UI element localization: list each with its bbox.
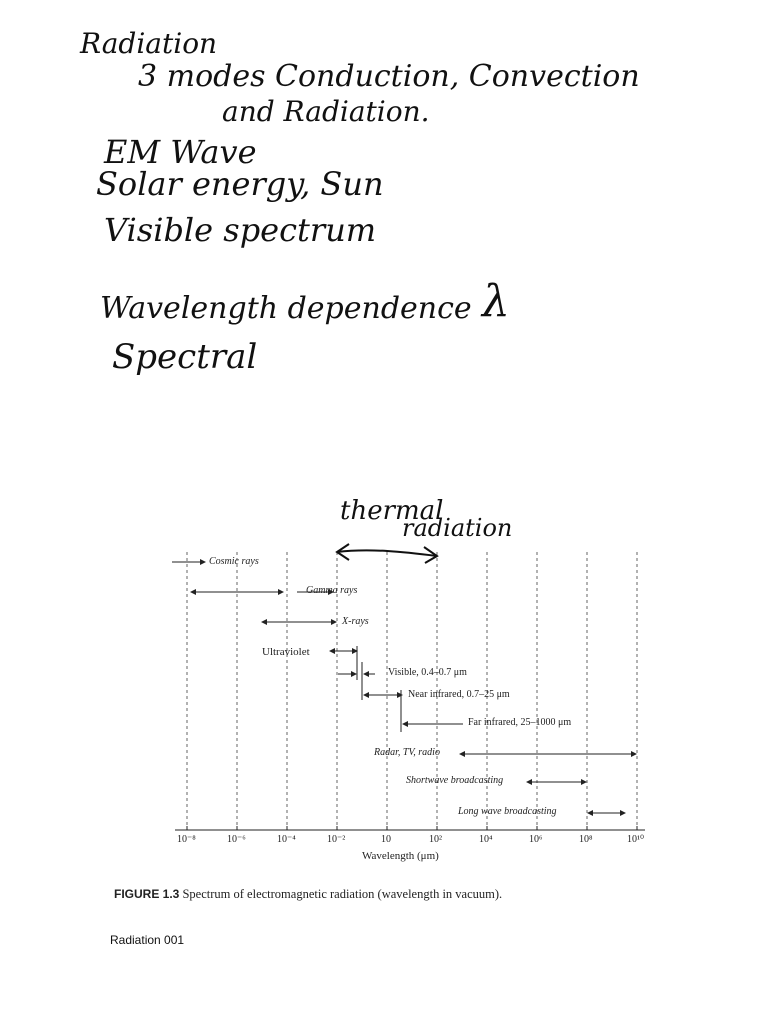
note-solar-energy: Solar energy, Sun: [96, 165, 384, 203]
label-shortwave: Shortwave broadcasting: [406, 775, 504, 786]
lambda-symbol: λ: [482, 276, 510, 327]
tick-label: 10²: [429, 834, 442, 845]
note-radiation-2: radiation: [402, 514, 513, 542]
label-ultraviolet: Ultraviolet: [262, 646, 310, 658]
page-footer: Radiation 001: [110, 933, 185, 947]
tick-label: 10⁻⁸: [177, 834, 196, 845]
tick-label: 10⁸: [579, 834, 593, 845]
tick-label: 10⁴: [479, 834, 493, 845]
label-longwave: Long wave broadcasting: [458, 806, 557, 817]
note-em-wave: EM Wave: [104, 133, 257, 171]
label-x-rays: X-rays: [342, 616, 369, 627]
tick-label: 10⁻⁴: [277, 834, 296, 845]
caption-text: Spectrum of electromagnetic radiation (wavelength in vacuum).: [182, 887, 503, 901]
note-spectral: Spectral: [112, 337, 258, 377]
note-visible-spectrum: Visible spectrum: [104, 211, 377, 249]
note-radiation: Radiation: [80, 27, 218, 60]
tick-label: 10¹⁰: [627, 834, 645, 845]
label-radar-tv-radio: Radar, TV, radio: [374, 747, 440, 758]
label-near-infrared: Near infrared, 0.7–25 μm: [408, 689, 510, 700]
note-three-modes: 3 modes Conduction, Convection: [138, 59, 640, 94]
label-visible: Visible, 0.4–0.7 μm: [388, 667, 467, 678]
tick-label: 10: [381, 834, 391, 845]
note-and-radiation: and Radiation.: [222, 95, 430, 128]
tick-label: 10⁻²: [327, 834, 346, 845]
tick-label: 10⁶: [529, 834, 543, 845]
x-axis-label: Wavelength (μm): [362, 850, 439, 862]
label-cosmic-rays: Cosmic rays: [209, 556, 259, 567]
note-thermal: thermal: [340, 496, 444, 526]
label-far-infrared: Far infrared, 25–1000 μm: [468, 717, 572, 728]
label-gamma-rays: Gamma rays: [306, 585, 358, 596]
note-wavelength-dependence: Wavelength dependence: [100, 291, 472, 326]
caption-label: FIGURE 1.3: [114, 887, 180, 901]
figure-caption: [114, 887, 502, 902]
tick-label: 10⁻⁶: [227, 834, 246, 845]
